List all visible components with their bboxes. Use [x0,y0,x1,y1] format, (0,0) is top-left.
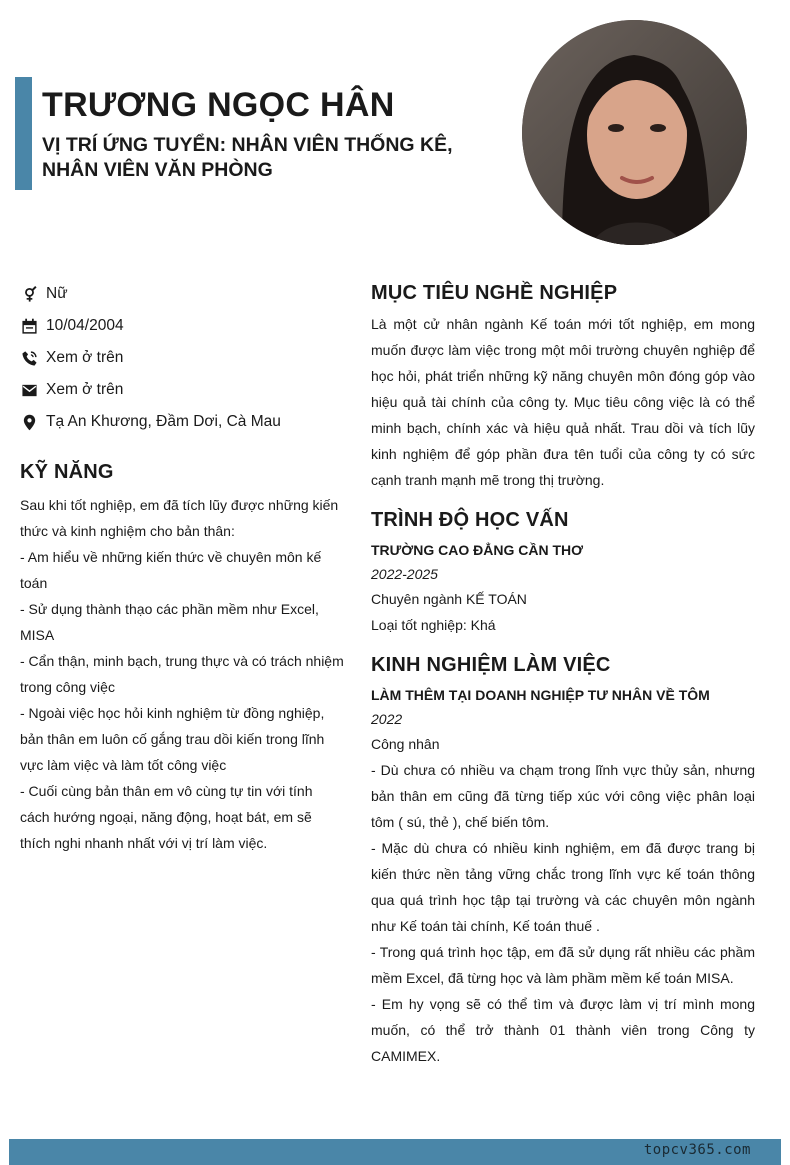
phone-icon [20,349,38,367]
portrait-illustration [522,20,747,245]
footer-watermark: topcv365.com [643,1142,751,1158]
gender-icon [20,285,38,303]
phone-value: Xem ở trên [46,349,124,366]
address-value: Tạ An Khương, Đầm Dơi, Cà Mau [46,413,281,430]
education-major: Chuyên ngành KẾ TOÁN [371,591,527,607]
skills-intro: Sau khi tốt nghiệp, em đã tích lũy được những kiến thức và kinh nghiệm cho bản thân: [20,497,339,539]
header-accent-bar [15,77,32,190]
gender-value: Nữ [46,285,68,302]
experience-section [371,654,755,1069]
gender-row [20,278,345,310]
company-name: LÀM THÊM TẠI DOANH NGHIỆP TƯ NHÂN VỀ TÔM [371,687,710,703]
address-row [20,406,345,438]
school-name: TRƯỜNG CAO ĐẲNG CẦN THƠ [371,542,584,558]
education-heading: TRÌNH ĐỘ HỌC VẤN [371,509,569,531]
phone-row [20,342,345,374]
education-grade: Loại tốt nghiệp: Khá [371,617,496,633]
candidate-name: TRƯƠNG NGỌC HÂN [42,86,395,124]
experience-item: - Dù chưa có nhiều va chạm trong lĩnh vực thủy sản, nhưng bản thân em cũng đã từng tiếp xúc với công việc phân loại tôm ( sú, thẻ ), chế biến tôm. [371,762,755,830]
birthdate-value: 10/04/2004 [46,317,124,334]
right-column [371,282,755,1085]
position-line-2: NHÂN VIÊN VĂN PHÒNG [42,159,273,181]
objective-section [371,282,755,493]
skill-item: - Am hiểu về những kiến thức về chuyên môn kế toán [20,549,322,591]
experience-item: - Trong quá trình học tập, em đã sử dụng rất nhiều các phầm mềm Excel, đã từng học và làm phầm mềm kế toán MISA. [371,944,755,986]
objective-heading: MỤC TIÊU NGHỀ NGHIỆP [371,282,618,304]
email-row [20,374,345,406]
birthdate-row [20,310,345,342]
skill-item: - Cuối cùng bản thân em vô cùng tự tin với tính cách hướng ngoại, năng động, hoạt bát, em sẽ thích nghi nhanh nhất với vị trí làm việc. [20,783,313,851]
footer-bar [9,1139,781,1165]
experience-heading: KINH NGHIỆM LÀM VIỆC [371,654,611,676]
experience-item: - Mặc dù chưa có nhiều kinh nghiệm, em đã được trang bị kiến thức nền tảng vững chắc trong lĩnh vực kế toán thông qua quá trình học tập tại trường và các chuyên môn ngành như Kế toán tài chính, Kế toán thuế . [371,840,755,934]
skills-content [20,492,345,856]
education-period: 2022-2025 [371,566,438,582]
applied-position [42,133,482,183]
email-icon [20,381,38,399]
experience-role: Công nhân [371,736,440,752]
skill-item: - Ngoài việc học hỏi kinh nghiệm từ đồng nghiệp, bản thân em luôn cố gắng trau dồi kiến trong lĩnh vực làm việc và làm tốt công việc [20,705,325,773]
position-line-1: VỊ TRÍ ỨNG TUYỂN: NHÂN VIÊN THỐNG KÊ, [42,134,453,156]
experience-item: - Em hy vọng sẽ có thể tìm và được làm vị trí mình mong muốn, có thể trở thành 01 thành viên trong Công ty CAMIMEX. [371,996,755,1064]
experience-year: 2022 [371,711,403,727]
location-icon [20,413,38,431]
education-section [371,509,755,638]
calendar-icon [20,317,38,335]
objective-text: Là một cử nhân ngành Kế toán mới tốt nghiệp, em mong muốn được làm việc trong một môi trường chuyên nghiệp để học hỏi, phát triển những kỹ năng chuyên môn đóng góp vào hiệu quả tài chính của công ty. Mục tiêu công việc là có thể minh bạch, chính xác và hiệu quả nhất. Trau dồi và tích lũy kinh nghiệm để góp phần đưa tên tuổi của công ty có sức cạnh tranh mạnh mẽ trong thị trường. [371,316,755,488]
skills-heading: KỸ NĂNG [20,461,114,483]
skill-item: - Cẩn thận, minh bạch, trung thực và có trách nhiệm trong công việc [20,653,344,695]
email-value: Xem ở trên [46,381,124,398]
skill-item: - Sử dụng thành thạo các phần mềm như Excel, MISA [20,601,319,643]
left-column [20,278,345,856]
profile-photo [522,20,747,245]
